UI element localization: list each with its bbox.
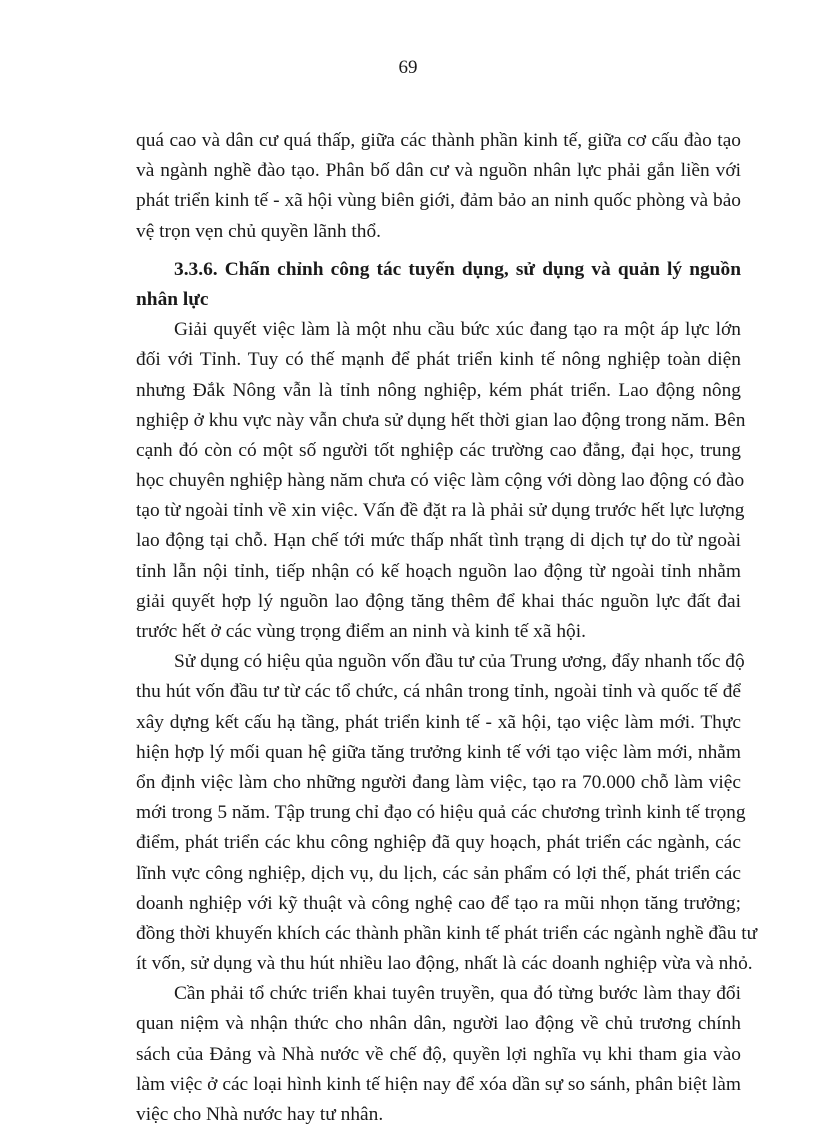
text-line: thu hút vốn đầu tư từ các tổ chức, cá nhân trong tỉnh, ngoài tỉnh và quốc tế để [136,681,741,703]
text-line: việc cho Nhà nước hay tư nhân. [136,1104,384,1125]
document-body [136,126,758,1130]
intro-paragraph [136,126,741,247]
text-line: ổn định việc làm cho những người đang làm việc, tạo ra 70.000 chỗ làm việc [136,771,741,793]
text-line: nghiệp ở khu vực này vẫn chưa sử dụng hết thời gian lao động trong năm. Bên [136,409,746,431]
text-line: trước hết ở các vùng trọng điểm an ninh và kinh tế xã hội. [136,621,586,642]
text-line: hiện hợp lý mối quan hệ giữa tăng trưởng kinh tế với tạo việc làm mới, nhằm [136,741,741,763]
text-line: đối với Tỉnh. Tuy có thế mạnh để phát triển kinh tế nông nghiệp toàn diện [136,349,741,371]
text-line: đồng thời khuyến khích các thành phần kinh tế phát triển các ngành nghề đầu tư [136,922,758,944]
text-line: giải quyết hợp lý nguồn lao động tăng thêm để khai thác nguồn lực đất đai [136,590,741,612]
text-line: xây dựng kết cấu hạ tầng, phát triển kinh tế - xã hội, tạo việc làm mới. Thực [136,711,741,733]
paragraph-propaganda [136,979,741,1130]
text-line: nhưng Đắk Nông vẫn là tỉnh nông nghiệp, kém phát triển. Lao động nông [136,379,741,401]
text-line: quá cao và dân cư quá thấp, giữa các thành phần kinh tế, giữa cơ cấu đào tạo [136,130,741,151]
text-line: học chuyên nghiệp hàng năm chưa có việc làm cộng với dòng lao động có đào [136,470,745,492]
section-heading [136,255,741,315]
section-heading-line: 3.3.6. Chấn chỉnh công tác tuyển dụng, sử dụng và quản lý nguồn [174,258,741,280]
paragraph-investment [136,647,758,979]
text-line: doanh nghiệp với kỹ thuật và công nghệ cao để tạo ra mũi nhọn tăng trưởng; [136,892,741,914]
page-number: 69 [398,57,418,78]
text-line: lao động tại chỗ. Hạn chế tới mức thấp nhất tình trạng di dịch tự do từ ngoài [136,530,741,552]
text-line: điểm, phát triển các khu công nghiệp đã quy hoạch, phát triển các ngành, các [136,832,741,854]
text-line: lĩnh vực công nghiệp, dịch vụ, du lịch, các sản phẩm có lợi thế, phát triển các [136,862,741,884]
text-line: tỉnh lẫn nội tỉnh, tiếp nhận có kế hoạch nguồn lao động từ ngoài tỉnh nhằm [136,560,741,582]
text-line: vệ trọn vẹn chủ quyền lãnh thổ. [136,220,382,242]
text-line: Giải quyết việc làm là một nhu cầu bức xúc đang tạo ra một áp lực lớn [174,319,741,341]
paragraph-employment [136,315,746,647]
text-line: Sử dụng có hiệu qủa nguồn vốn đầu tư của Trung ương, đẩy nhanh tốc độ [174,651,745,673]
text-line: sách của Đảng và Nhà nước về chế độ, quyền lợi nghĩa vụ khi tham gia vào [136,1043,741,1065]
text-line: mới trong 5 năm. Tập trung chỉ đạo có hiệu quả các chương trình kinh tế trọng [136,802,746,824]
text-line: quan niệm và nhận thức cho nhân dân, người lao động về chủ trương chính [136,1013,741,1035]
text-line: cạnh đó còn có một số người tốt nghiệp các trường cao đẳng, đại học, trung [136,439,741,461]
text-line: làm việc ở các loại hình kinh tế hiện nay để xóa dần sự so sánh, phân biệt làm [136,1073,741,1095]
text-line: ít vốn, sử dụng và thu hút nhiều lao động, nhất là các doanh nghiệp vừa và nhỏ. [136,953,753,975]
text-line: phát triển kinh tế - xã hội vùng biên giới, đảm bảo an ninh quốc phòng và bảo [136,190,741,212]
text-line: Cần phải tổ chức triển khai tuyên truyền, qua đó từng bước làm thay đổi [174,983,741,1005]
text-line: và ngành nghề đào tạo. Phân bố dân cư và nguồn nhân lực phải gắn liền với [136,160,741,182]
section-heading-line: nhân lực [136,288,209,310]
spacer [136,247,741,255]
text-line: tạo từ ngoài tỉnh về xin việc. Vấn đề đặt ra là phải sử dụng trước hết lực lượng [136,500,745,522]
